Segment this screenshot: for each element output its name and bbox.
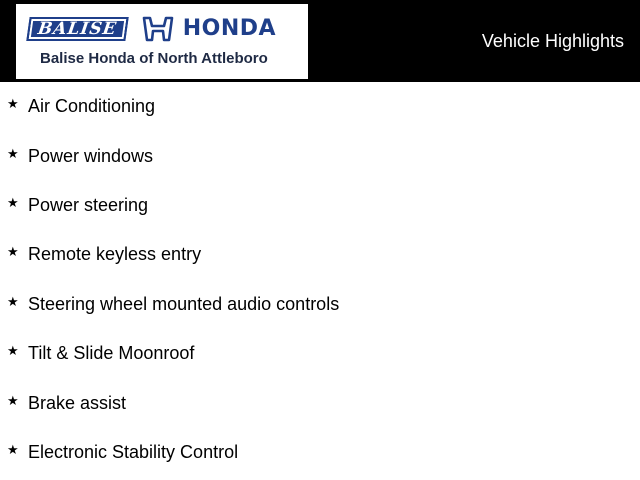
list-item <box>0 230 640 279</box>
honda-wordmark: HONDA <box>182 16 277 41</box>
feature-label: Air Conditioning <box>28 96 156 117</box>
balise-logo-mark: BALISE <box>26 17 128 41</box>
feature-label: Steering wheel mounted audio controls <box>28 293 340 314</box>
star-icon: ★ <box>7 96 19 112</box>
dealer-name: Balise Honda of North Attleboro <box>40 50 268 67</box>
feature-label: Tilt & Slide Moonroof <box>28 343 195 364</box>
list-item <box>0 428 640 477</box>
star-icon: ★ <box>7 441 19 457</box>
star-icon: ★ <box>7 145 19 161</box>
header-bar <box>0 0 640 82</box>
feature-label: Brake assist <box>28 392 127 413</box>
star-icon: ★ <box>7 293 19 309</box>
list-item <box>0 181 640 230</box>
honda-h-icon <box>141 16 175 42</box>
star-icon: ★ <box>7 244 19 260</box>
list-item <box>0 329 640 378</box>
list-item <box>0 280 640 329</box>
list-item <box>0 131 640 180</box>
star-icon: ★ <box>7 392 19 408</box>
feature-label: Power windows <box>28 145 154 166</box>
page-title: Vehicle Highlights <box>481 31 624 51</box>
list-item <box>0 82 640 131</box>
feature-label: Electronic Stability Control <box>28 441 239 462</box>
dealer-logo <box>16 4 308 79</box>
star-icon: ★ <box>7 194 19 210</box>
logo-row <box>28 16 276 42</box>
star-icon: ★ <box>7 343 19 359</box>
feature-label: Power steering <box>28 194 149 215</box>
vehicle-highlights-list <box>0 82 640 477</box>
list-item <box>0 378 640 427</box>
feature-label: Remote keyless entry <box>28 244 202 265</box>
